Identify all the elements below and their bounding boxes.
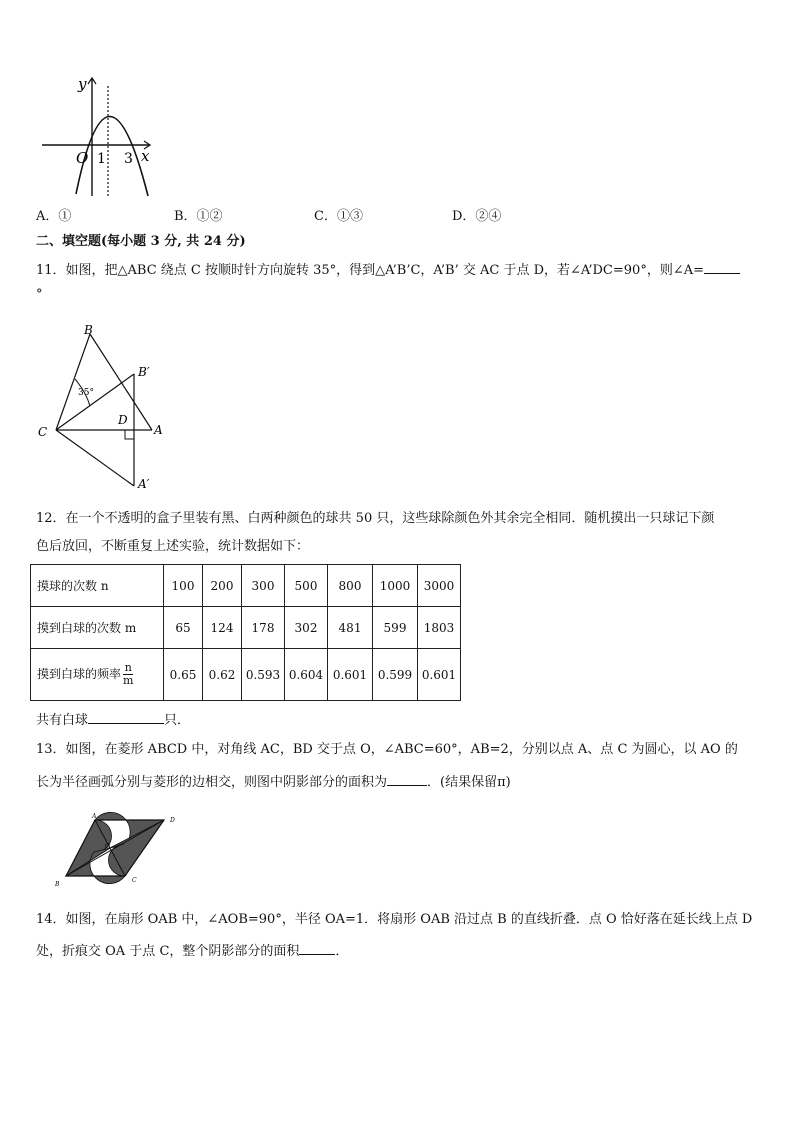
table-cell: 481 [328,607,373,649]
x-axis-label: x [141,147,150,165]
q13-line2 [36,771,511,793]
q12-answer-line [36,709,190,731]
q14-suffix: ． [335,944,349,959]
label-d: D [170,817,175,824]
table-cell: 200 [203,565,242,607]
table-cell: 124 [203,607,242,649]
label-o: O [105,843,110,850]
table-cell: 0.601 [418,649,461,701]
q12-answer-prefix: 共有白球 [36,713,89,728]
label-a: A [154,423,163,437]
table-cell: 1803 [418,607,461,649]
table-row [31,565,461,607]
q13-suffix: ．(结果保留π) [427,775,511,790]
table-cell: 1000 [373,565,418,607]
section-title: 二、填空题(每小题 3 分, 共 24 分) [36,234,246,249]
q13-answer-blank[interactable] [387,771,427,786]
option-a[interactable]: A．① [36,209,72,224]
label-c: C [132,877,137,884]
table-cell: 0.601 [328,649,373,701]
table-cell: 599 [373,607,418,649]
q12-answer-blank[interactable] [88,709,164,724]
table-cell: 0.593 [242,649,285,701]
option-d[interactable]: D．②④ [452,209,502,224]
label-a-prime: A′ [138,477,150,491]
label-a: A [92,813,97,820]
table-cell: 0.604 [285,649,328,701]
tick-label-3: 3 [124,151,133,167]
row-label-draws: 摸球的次数 n [31,565,164,607]
table-row [31,649,461,701]
q13-text: 长为半径画弧分别与菱形的边相交，则图中阴影部分的面积为 [36,775,388,790]
q11-line2 [36,285,43,305]
q13-line1: 13．如图，在菱形 ABCD 中，对角线 AC，BD 交于点 O，∠ABC=60°，AB=2，分别以点 A、点 C 为圆心，以 AO 的 [36,742,738,757]
table-cell: 0.62 [203,649,242,701]
label-d: D [118,413,128,427]
table-cell: 3000 [418,565,461,607]
table-cell: 800 [328,565,373,607]
statistics-table [30,564,461,701]
table-cell: 65 [164,607,203,649]
option-b[interactable]: B．①② [174,209,223,224]
q12-line2: 色后放回，不断重复上述实验，统计数据如下： [36,539,310,554]
row-label-white: 摸到白球的次数 m [31,607,164,649]
q13-rhombus-figure [52,812,176,890]
table-cell: 178 [242,607,285,649]
q12-answer-suffix: 只． [164,713,191,728]
frequency-label: 摸到白球的频率 [37,667,122,681]
label-b: B [55,881,60,888]
q11-degree-suffix: ° [36,287,43,302]
parabola-graph [38,72,158,200]
label-b: B [84,323,93,337]
label-c: C [38,425,48,439]
table-cell: 500 [285,565,328,607]
row-label-frequency [31,649,164,701]
table-cell: 100 [164,565,203,607]
q11-answer-blank[interactable] [704,259,740,274]
origin-label: O [76,149,89,167]
fraction [123,662,133,687]
angle-label-35: 35° [78,388,94,398]
q14-text: 处，折痕交 OA 于点 C，整个阴影部分的面积 [36,944,300,959]
q14-answer-blank[interactable] [299,940,335,955]
q14-line2 [36,940,348,962]
q11-line1 [36,259,740,281]
q14-line1: 14．如图，在扇形 OAB 中，∠AOB=90°，半径 OA=1．将扇形 OAB 沿过点 B 的直线折叠．点 O 恰好落在延长线上点 D [36,912,753,927]
table-cell: 0.65 [164,649,203,701]
q11-text: 11．如图，把△ABC 绕点 C 按顺时针方向旋转 35°，得到△A’B’C，A’B’ 交 AC 于点 D，若∠A’DC=90°，则∠A= [36,263,704,278]
fraction-denominator: m [123,674,134,687]
table-cell: 302 [285,607,328,649]
table-cell: 0.599 [373,649,418,701]
label-b-prime: B′ [138,365,150,379]
fraction-numerator: n [124,661,132,674]
option-c[interactable]: C．①③ [314,209,363,224]
y-axis-label: y [78,75,87,93]
table-cell: 300 [242,565,285,607]
tick-label-1: 1 [97,151,106,167]
table-row [31,607,461,649]
q11-triangle-figure [34,318,174,496]
q12-line1: 12．在一个不透明的盒子里装有黑、白两种颜色的球共 50 只，这些球除颜色外其余完全相同．随机摸出一只球记下颜 [36,511,715,526]
